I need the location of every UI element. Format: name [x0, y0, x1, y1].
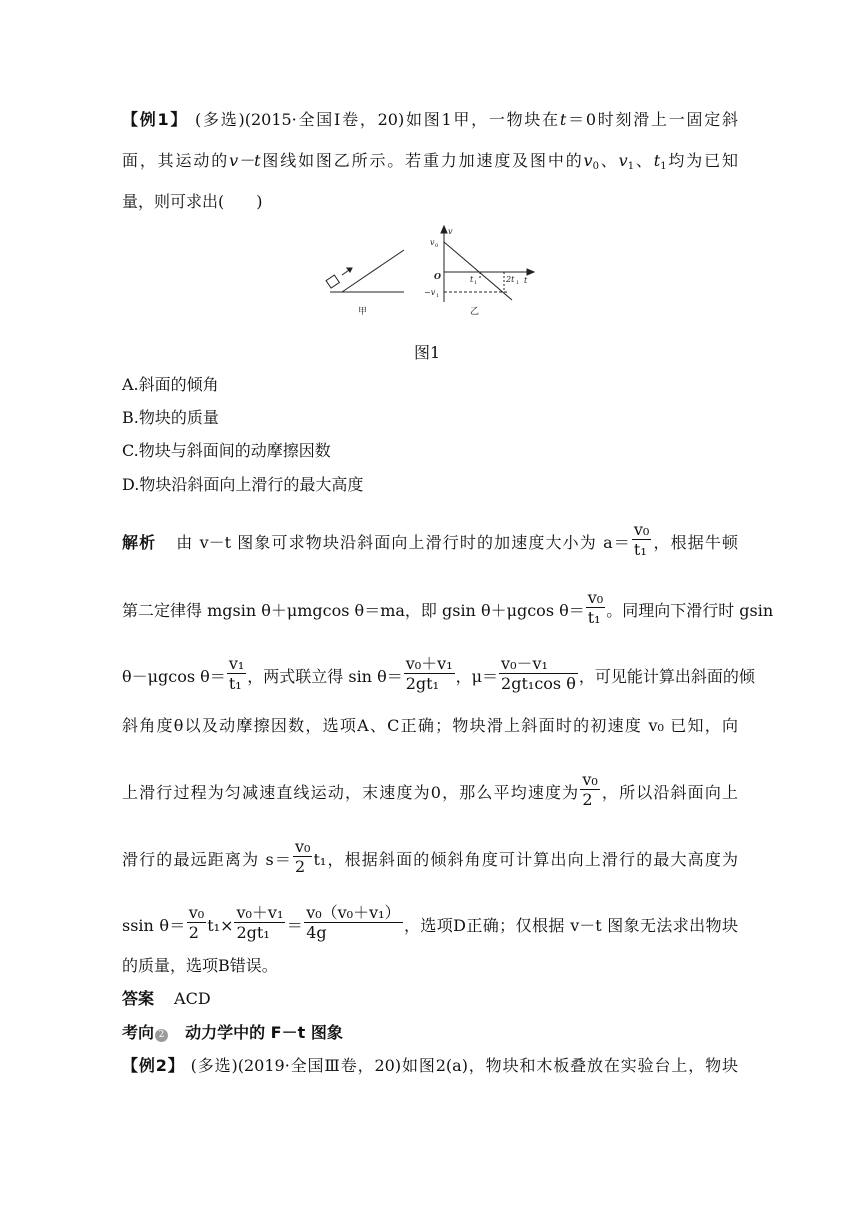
answer-line — [122, 989, 738, 1009]
block — [326, 275, 339, 288]
analysis-label: 解析 — [122, 533, 157, 552]
example1-tag: 【例1】 — [122, 110, 189, 129]
incline-figure — [326, 250, 404, 292]
tick-neg-v1: −v — [424, 288, 436, 297]
frac-v0-2: $\frac{\text{v₀}}{2}$ — [582, 770, 598, 809]
frac-v0-2-c: $\frac{\text{v₀}}{2}$ — [188, 903, 205, 942]
option-d: D.物块沿斜面向上滑行的最大高度 — [122, 475, 364, 494]
vt-line — [444, 242, 512, 300]
section-heading — [122, 1023, 738, 1043]
frac-height: $\frac{\text{v₀（v₀＋v₁）}}{4g}$ — [306, 903, 401, 942]
tick-v0: v — [430, 238, 435, 247]
frac-mu: $\frac{\text{v₀－v₁}}{\text{2gt₁cos θ}}$ — [501, 654, 576, 693]
tick-v0-sub: 0 — [435, 243, 439, 249]
section-title: 动力学中的 F－t 图象 — [185, 1023, 343, 1042]
example1-line2: 面，其运动的v－t图线如图乙所示。若重力加速度及图中的$v_0$、$v_1$、$t_1$均为已知 — [122, 151, 738, 172]
label-jia: 甲 — [358, 307, 368, 317]
frac-sin-theta: $\frac{\text{v₀＋v₁}}{\text{2gt₁}}$ — [405, 654, 453, 693]
analysis-line4: 斜角度θ以及动摩擦因数，选项A、C正确；物块滑上斜面时的初速度 v₀ 已知，向 — [122, 716, 738, 735]
section-number-badge: 2 — [155, 1029, 168, 1042]
tick-neg-v1-sub: 1 — [436, 293, 440, 299]
frac-sum-2gt1: $\frac{\text{v₀＋v₁}}{\text{2gt₁}}$ — [236, 903, 284, 942]
axis-t-label: t — [524, 276, 528, 285]
option-a: A.斜面的倾角 — [122, 375, 219, 394]
v-axis-arrow — [441, 226, 447, 233]
example2-tag: 【例2】 — [122, 1056, 185, 1075]
origin-label: O — [434, 271, 441, 281]
section-label: 考向 — [122, 1023, 155, 1042]
analysis-line3: θ－μgcos θ＝ $\frac{\text{v₁}}{\text{t₁}}$ ，两式联立得 sin θ＝ $\frac{\text{v₀＋v₁}}{\text{2gt₁}}$ ，μ＝ $\frac{\text{v₀－v₁}}{\text{2gt₁cos θ}}$ ，可见能计算出斜面的倾 — [122, 654, 755, 693]
tick-2t1-sub: 1 — [516, 280, 520, 286]
frac-v1-t1: $\frac{\text{v₁}}{\text{t₁}}$ — [228, 654, 245, 693]
frac-v0-2-b: $\frac{\text{v₀}}{2}$ — [295, 837, 311, 876]
analysis-line2: 第二定律得 mgsin θ＋μmgcos θ＝ma，即 gsin θ＋μgcos θ＝ $\frac{\text{v₀}}{\text{t₁}}$ 。同理向下滑行时 gsin — [122, 588, 774, 627]
option-b: B.物块的质量 — [122, 408, 219, 427]
tick-2t1: 2t — [506, 275, 515, 284]
option-c: C.物块与斜面间的动摩擦因数 — [122, 441, 331, 460]
analysis-line6: 滑行的最远距离为 s＝ $\frac{\text{v₀}}{2}$ t₁，根据斜面的倾斜角度可计算出向上滑行的最大高度为 — [122, 837, 738, 876]
figure-1 — [320, 222, 540, 322]
figure-caption: 图1 — [414, 343, 441, 362]
frac-v0-t1-b: $\frac{\text{v₀}}{\text{t₁}}$ — [587, 588, 604, 627]
axis-v-label: v — [448, 227, 453, 236]
tick-t1-sub: 1 — [474, 280, 478, 286]
t-axis-arrow — [527, 269, 534, 275]
analysis-line5: 上滑行过程为匀减速直线运动，末速度为0，那么平均速度为 $\frac{\text{v₀}}{2}$ ，所以沿斜面向上 — [122, 770, 738, 809]
example1-line1: 【例1】 (多选)(2015·全国Ⅰ卷，20)如图1甲，一物块在t＝0时刻滑上一固定斜 — [122, 110, 738, 129]
analysis-line7: ssin θ＝ $\frac{\text{v₀}}{2}$ t₁× $\frac{\text{v₀＋v₁}}{\text{2gt₁}}$ ＝ $\frac{\text{v₀（v₀＋v₁）}}{4g}$ ，选项D正确；仅根据 v－t 图象无法求出物块 — [122, 903, 738, 942]
vt-graph — [441, 226, 534, 302]
label-yi: 乙 — [470, 307, 480, 317]
analysis-line8: 的质量，选项B错误。 — [122, 956, 278, 975]
frac-v0-t1: $\frac{\text{v₀}}{\text{t₁}}$ — [633, 520, 650, 559]
incline-slope — [342, 250, 404, 292]
example2-line1: 【例2】 (多选)(2019·全国Ⅲ卷，20)如图2(a)，物块和木板叠放在实验台上，物块 — [122, 1056, 738, 1075]
tick-t1: t — [470, 275, 474, 284]
example1-line3: 量，则可求出( ) — [122, 192, 263, 211]
answer-label: 答案 — [122, 989, 155, 1008]
answer-value: ACD — [174, 989, 211, 1008]
analysis-line1: 解析 由 v－t 图象可求物块沿斜面向上滑行时的加速度大小为 a＝ $\frac{\text{v₀}}{\text{t₁}}$ ，根据牛顿 — [122, 520, 738, 559]
